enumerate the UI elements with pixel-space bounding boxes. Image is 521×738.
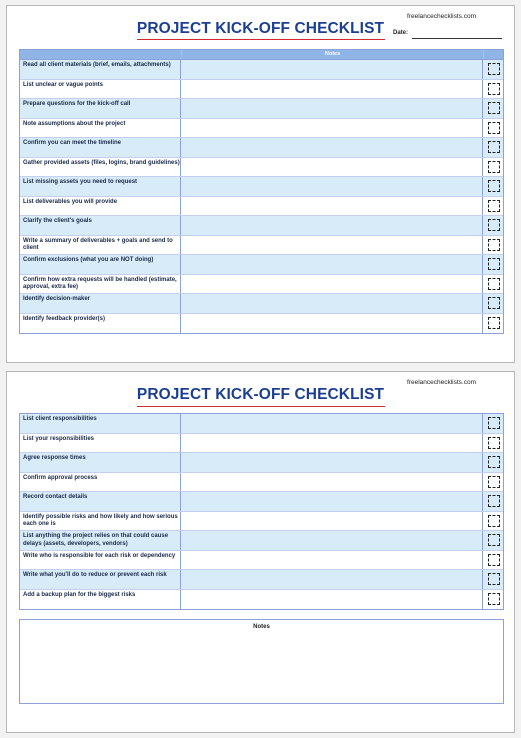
task-label: Confirm exclusions (what you are NOT doing) xyxy=(20,255,181,274)
notes-cell[interactable] xyxy=(181,551,483,570)
table-row xyxy=(20,473,503,493)
checkbox-cell xyxy=(483,158,503,177)
table-row xyxy=(20,236,503,256)
table-header xyxy=(20,50,503,60)
checkbox[interactable] xyxy=(488,239,500,251)
task-label: Confirm how extra requests will be handled (estimate, approval, extra fee) xyxy=(20,275,181,294)
table-body xyxy=(20,60,503,333)
header-notes-label: Notes xyxy=(182,50,484,59)
checkbox[interactable] xyxy=(488,437,500,449)
table-row xyxy=(20,294,503,314)
checkbox-cell xyxy=(483,453,503,472)
checkbox-cell xyxy=(483,473,503,492)
notes-cell[interactable] xyxy=(181,414,483,433)
notes-cell[interactable] xyxy=(181,99,483,118)
checkbox-cell xyxy=(483,512,503,531)
table-body xyxy=(20,414,503,609)
checkbox-cell xyxy=(483,551,503,570)
task-label: Identify possible risks and how likely and how serious each one is xyxy=(20,512,181,531)
title-underline xyxy=(137,39,385,40)
notes-cell[interactable] xyxy=(181,197,483,216)
date-field[interactable] xyxy=(412,38,502,39)
checkbox[interactable] xyxy=(488,83,500,95)
notes-cell[interactable] xyxy=(181,255,483,274)
task-label: Confirm approval process xyxy=(20,473,181,492)
notes-cell[interactable] xyxy=(181,177,483,196)
notes-cell[interactable] xyxy=(181,80,483,99)
header-task-cell xyxy=(20,50,182,59)
checkbox-cell xyxy=(483,177,503,196)
notes-cell[interactable] xyxy=(181,275,483,294)
task-label: List deliverables you will provide xyxy=(20,197,181,216)
checkbox[interactable] xyxy=(488,200,500,212)
site-url: freelancechecklists.com xyxy=(407,13,476,20)
checkbox[interactable] xyxy=(488,141,500,153)
checkbox[interactable] xyxy=(488,456,500,468)
checkbox-cell xyxy=(483,236,503,255)
checkbox[interactable] xyxy=(488,534,500,546)
page-title: PROJECT KICK-OFF CHECKLIST xyxy=(136,386,385,403)
checkbox-cell xyxy=(483,590,503,610)
checkbox-cell xyxy=(483,99,503,118)
notes-cell[interactable] xyxy=(181,119,483,138)
page-title: PROJECT KICK-OFF CHECKLIST xyxy=(136,20,385,37)
task-label: List client responsibilities xyxy=(20,414,181,433)
notes-box-label: Notes xyxy=(253,624,270,630)
checkbox-cell xyxy=(483,294,503,313)
notes-cell[interactable] xyxy=(181,60,483,79)
task-label: List unclear or vague points xyxy=(20,80,181,99)
checkbox-cell xyxy=(483,314,503,334)
task-label: List your responsibilities xyxy=(20,434,181,453)
task-label: Record contact details xyxy=(20,492,181,511)
notes-cell[interactable] xyxy=(181,453,483,472)
checkbox[interactable] xyxy=(488,63,500,75)
checkbox[interactable] xyxy=(488,219,500,231)
checkbox[interactable] xyxy=(488,593,500,605)
task-label: List anything the project relies on that could cause delays (assets, developers, vendors) xyxy=(20,531,181,550)
checkbox[interactable] xyxy=(488,476,500,488)
checkbox-cell xyxy=(483,275,503,294)
checkbox[interactable] xyxy=(488,417,500,429)
checkbox[interactable] xyxy=(488,297,500,309)
checkbox-cell xyxy=(483,434,503,453)
task-label: Read all client materials (brief, emails, attachments) xyxy=(20,60,181,79)
checkbox-cell xyxy=(483,216,503,235)
notes-cell[interactable] xyxy=(181,216,483,235)
task-label: Write a summary of deliverables + goals and send to client xyxy=(20,236,181,255)
notes-cell[interactable] xyxy=(181,570,483,589)
table-row xyxy=(20,119,503,139)
notes-cell[interactable] xyxy=(181,236,483,255)
checkbox-cell xyxy=(483,197,503,216)
title-underline xyxy=(137,406,385,407)
table-row xyxy=(20,216,503,236)
task-label: List missing assets you need to request xyxy=(20,177,181,196)
task-label: Identify decision-maker xyxy=(20,294,181,313)
table-row xyxy=(20,255,503,275)
checkbox[interactable] xyxy=(488,258,500,270)
checkbox[interactable] xyxy=(488,515,500,527)
table-row xyxy=(20,512,503,532)
task-label: Clarify the client's goals xyxy=(20,216,181,235)
header-check-cell xyxy=(484,50,503,59)
notes-cell[interactable] xyxy=(181,158,483,177)
table-row xyxy=(20,60,503,80)
notes-cell[interactable] xyxy=(181,294,483,313)
checkbox[interactable] xyxy=(488,102,500,114)
notes-cell[interactable] xyxy=(181,473,483,492)
task-label: Identify feedback provider(s) xyxy=(20,314,181,334)
table-row xyxy=(20,453,503,473)
table-row xyxy=(20,531,503,551)
notes-cell[interactable] xyxy=(181,590,483,610)
task-label: Confirm you can meet the timeline xyxy=(20,138,181,157)
task-label: Note assumptions about the project xyxy=(20,119,181,138)
table-row xyxy=(20,177,503,197)
task-label: Gather provided assets (files, logins, brand guidelines) xyxy=(20,158,181,177)
checkbox[interactable] xyxy=(488,317,500,329)
checkbox[interactable] xyxy=(488,278,500,290)
table-row xyxy=(20,138,503,158)
table-row xyxy=(20,551,503,571)
table-row xyxy=(20,570,503,590)
checkbox-cell xyxy=(483,531,503,550)
site-url: freelancechecklists.com xyxy=(407,379,476,386)
checkbox[interactable] xyxy=(488,495,500,507)
notes-cell[interactable] xyxy=(181,138,483,157)
task-label: Agree response times xyxy=(20,453,181,472)
table-row xyxy=(20,99,503,119)
checkbox-cell xyxy=(483,255,503,274)
date-label: Date: xyxy=(393,30,409,36)
notes-box[interactable] xyxy=(19,619,504,704)
checkbox[interactable] xyxy=(488,161,500,173)
table-row xyxy=(20,314,503,334)
checkbox[interactable] xyxy=(488,122,500,134)
table-row xyxy=(20,414,503,434)
task-label: Add a backup plan for the biggest risks xyxy=(20,590,181,610)
checklist-table xyxy=(19,49,504,334)
checkbox-cell xyxy=(483,492,503,511)
checklist-table xyxy=(19,413,504,610)
checkbox-cell xyxy=(483,60,503,79)
task-label: Prepare questions for the kick-off call xyxy=(20,99,181,118)
table-row xyxy=(20,197,503,217)
table-row xyxy=(20,434,503,454)
table-row xyxy=(20,590,503,610)
notes-cell[interactable] xyxy=(181,531,483,550)
notes-cell[interactable] xyxy=(181,512,483,531)
checkbox[interactable] xyxy=(488,573,500,585)
checkbox-cell xyxy=(483,119,503,138)
checklist-page-2 xyxy=(6,371,515,733)
checkbox-cell xyxy=(483,138,503,157)
task-label: Write what you'll do to reduce or prevent each risk xyxy=(20,570,181,589)
notes-cell[interactable] xyxy=(181,434,483,453)
checkbox[interactable] xyxy=(488,180,500,192)
checkbox-cell xyxy=(483,414,503,433)
table-row xyxy=(20,275,503,295)
checkbox-cell xyxy=(483,570,503,589)
table-row xyxy=(20,158,503,178)
checkbox-cell xyxy=(483,80,503,99)
notes-cell[interactable] xyxy=(181,314,483,334)
checkbox[interactable] xyxy=(488,554,500,566)
table-row xyxy=(20,492,503,512)
checklist-page-1 xyxy=(6,5,515,363)
notes-cell[interactable] xyxy=(181,492,483,511)
task-label: Write who is responsible for each risk or dependency xyxy=(20,551,181,570)
table-row xyxy=(20,80,503,100)
